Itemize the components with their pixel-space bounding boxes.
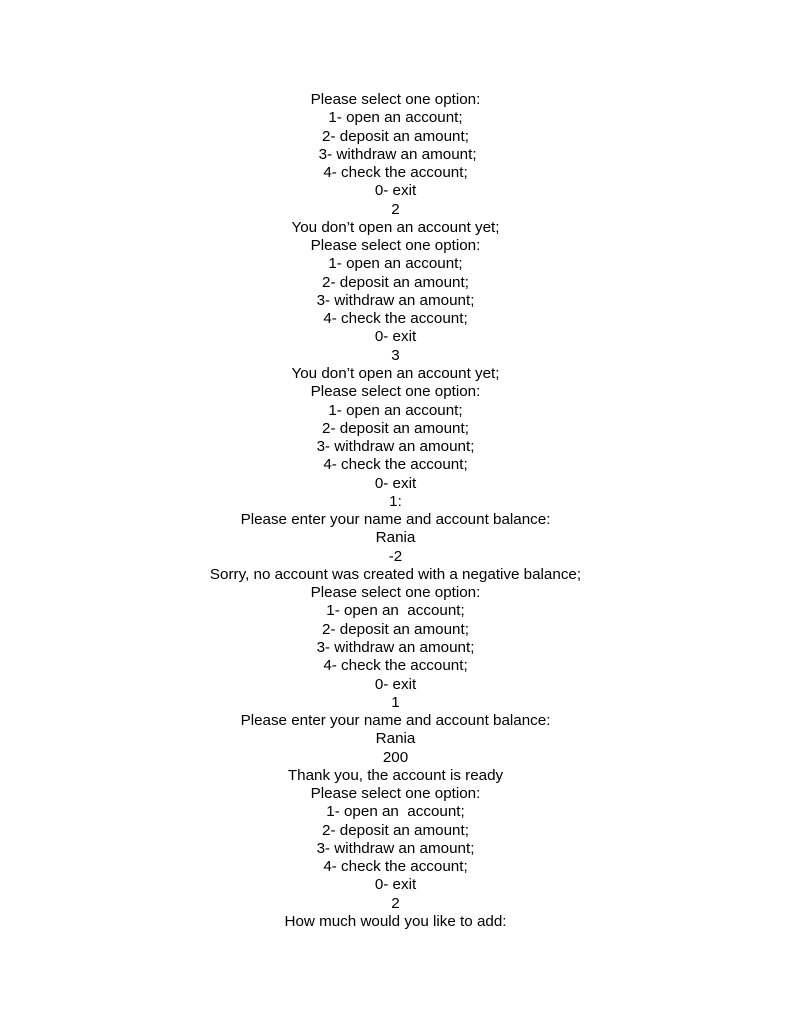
transcript-line: 0- exit: [374, 182, 417, 200]
transcript-line: 0- exit: [374, 876, 417, 894]
transcript-line: 2- deposit an amount;: [322, 821, 469, 839]
transcript-line: 1- open an account;: [326, 803, 465, 821]
transcript-line: You don’t open an account yet;: [291, 364, 500, 382]
transcript-line: 3- withdraw an amount;: [316, 291, 475, 309]
transcript-line: 2- deposit an amount;: [322, 419, 469, 437]
transcript-line: 200: [382, 748, 409, 766]
transcript-line: 3- withdraw an amount;: [316, 438, 475, 456]
transcript-line: Please enter your name and account balance:: [240, 511, 551, 529]
transcript-line: Please select one option:: [310, 584, 481, 602]
transcript-line: 0- exit: [374, 675, 417, 693]
console-transcript: [0, 91, 791, 931]
transcript-line: Rania: [375, 730, 416, 748]
transcript-line: Sorry, no account was created with a negative balance;: [209, 565, 582, 583]
transcript-line: 0- exit: [374, 328, 417, 346]
transcript-line: 0- exit: [374, 474, 417, 492]
transcript-line: 2- deposit an amount;: [322, 127, 469, 145]
transcript-line: 1: [391, 693, 400, 711]
transcript-line: 2: [391, 894, 400, 912]
transcript-line: 1:: [389, 492, 402, 510]
transcript-line: Please select one option:: [310, 785, 481, 803]
transcript-line: 1- open an account;: [328, 255, 463, 273]
transcript-line: 3- withdraw an amount;: [314, 145, 477, 163]
transcript-line: 2- deposit an amount;: [322, 620, 469, 638]
transcript-line: 1- open an account;: [328, 109, 463, 127]
transcript-line: Please select one option:: [310, 91, 481, 108]
transcript-line: 1- open an account;: [328, 401, 463, 419]
transcript-line: 3- withdraw an amount;: [316, 638, 475, 656]
transcript-line: 3- withdraw an amount;: [316, 839, 475, 857]
transcript-line: You don’t open an account yet;: [291, 218, 500, 236]
transcript-line: Please select one option:: [310, 383, 481, 401]
transcript-line: 4- check the account;: [323, 858, 468, 876]
transcript-line: 4- check the account;: [323, 657, 468, 675]
transcript-line: -2: [388, 547, 403, 565]
transcript-line: 4- check the account;: [323, 164, 468, 182]
transcript-line: 2- deposit an amount;: [322, 273, 469, 291]
transcript-line: 4- check the account;: [323, 310, 468, 328]
transcript-line: Thank you, the account is ready: [287, 766, 504, 784]
transcript-line: 2: [391, 200, 400, 218]
transcript-line: Please enter your name and account balance:: [240, 712, 551, 730]
transcript-line: 1- open an account;: [326, 602, 465, 620]
transcript-line: 4- check the account;: [323, 456, 468, 474]
transcript-line: Please select one option:: [310, 237, 481, 255]
transcript-line: Rania: [375, 529, 416, 547]
transcript-line: How much would you like to add:: [284, 912, 507, 930]
transcript-line: 3: [391, 346, 400, 364]
